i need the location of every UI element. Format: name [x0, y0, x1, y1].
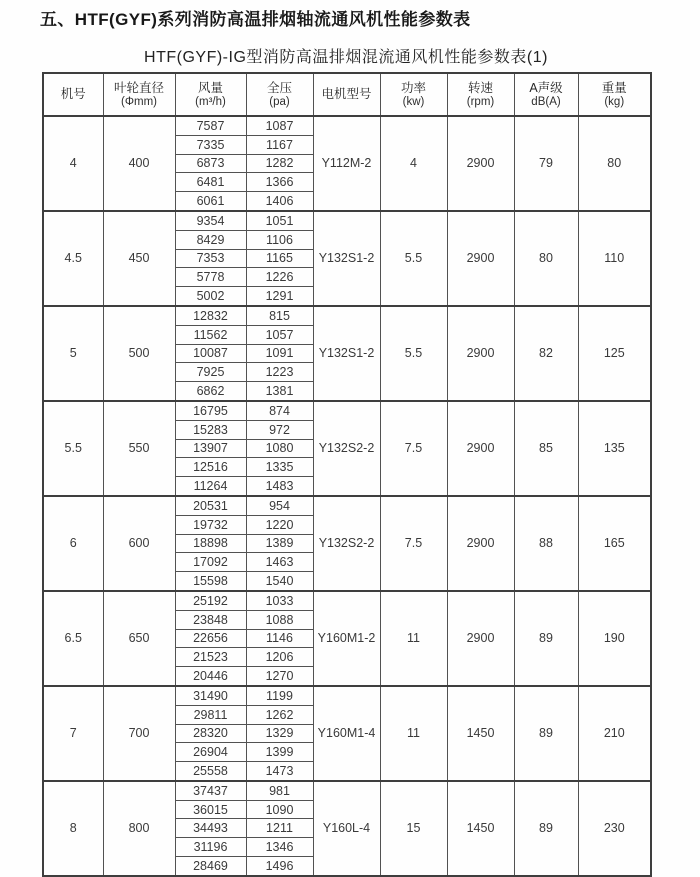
- noise-level-cell: 82: [514, 306, 578, 401]
- column-title: 转速: [467, 80, 493, 95]
- total-pressure-cell: 874: [246, 401, 313, 420]
- total-pressure-cell: 1090: [246, 800, 313, 819]
- weight-cell: 125: [578, 306, 651, 401]
- air-volume-cell: 22656: [175, 629, 246, 648]
- air-volume-cell: 11562: [175, 325, 246, 344]
- motor-model-cell: Y160L-4: [313, 781, 380, 876]
- air-volume-cell: 28469: [175, 857, 246, 876]
- machine-no-cell: 6.5: [43, 591, 103, 686]
- total-pressure-cell: 1167: [246, 135, 313, 154]
- total-pressure-cell: 1220: [246, 515, 313, 534]
- power-cell: 7.5: [380, 496, 447, 591]
- air-volume-cell: 6061: [175, 192, 246, 211]
- total-pressure-cell: 1057: [246, 325, 313, 344]
- air-volume-cell: 31196: [175, 838, 246, 857]
- column-header-power: [380, 73, 447, 116]
- air-volume-cell: 20446: [175, 667, 246, 686]
- machine-no-cell: 6: [43, 496, 103, 591]
- total-pressure-cell: 1080: [246, 439, 313, 458]
- column-header-total-pressure: [246, 73, 313, 116]
- total-pressure-cell: 1389: [246, 534, 313, 553]
- total-pressure-cell: 1473: [246, 762, 313, 781]
- total-pressure-cell: 972: [246, 420, 313, 439]
- total-pressure-cell: 1406: [246, 192, 313, 211]
- air-volume-cell: 19732: [175, 515, 246, 534]
- machine-no-cell: 5.5: [43, 401, 103, 496]
- power-cell: 11: [380, 686, 447, 781]
- fan-performance-table: [42, 72, 652, 877]
- column-header-noise-level: [514, 73, 578, 116]
- air-volume-cell: 25558: [175, 762, 246, 781]
- speed-cell: 2900: [447, 496, 514, 591]
- column-title: 风量: [197, 80, 223, 95]
- table-row: [43, 496, 651, 515]
- table-row: [43, 686, 651, 705]
- machine-no-cell: 7: [43, 686, 103, 781]
- weight-cell: 80: [578, 116, 651, 211]
- power-cell: 11: [380, 591, 447, 686]
- noise-level-cell: 80: [514, 211, 578, 306]
- air-volume-cell: 31490: [175, 686, 246, 705]
- air-volume-cell: 8429: [175, 230, 246, 249]
- total-pressure-cell: 1366: [246, 173, 313, 192]
- column-unit: (kg): [604, 95, 625, 108]
- total-pressure-cell: 1033: [246, 591, 313, 610]
- air-volume-cell: 23848: [175, 610, 246, 629]
- air-volume-cell: 9354: [175, 211, 246, 230]
- air-volume-cell: 7587: [175, 116, 246, 135]
- weight-cell: 210: [578, 686, 651, 781]
- noise-level-cell: 85: [514, 401, 578, 496]
- air-volume-cell: 20531: [175, 496, 246, 515]
- total-pressure-cell: 1270: [246, 667, 313, 686]
- total-pressure-cell: 1463: [246, 553, 313, 572]
- machine-no-cell: 8: [43, 781, 103, 876]
- total-pressure-cell: 1091: [246, 344, 313, 363]
- motor-model-cell: Y132S2-2: [313, 401, 380, 496]
- column-header-air-volume: [175, 73, 246, 116]
- total-pressure-cell: 1291: [246, 287, 313, 306]
- air-volume-cell: 5778: [175, 268, 246, 287]
- air-volume-cell: 7353: [175, 249, 246, 268]
- weight-cell: 190: [578, 591, 651, 686]
- column-header-impeller-diameter: [103, 73, 175, 116]
- air-volume-cell: 6481: [175, 173, 246, 192]
- total-pressure-cell: 1146: [246, 629, 313, 648]
- total-pressure-cell: 1087: [246, 116, 313, 135]
- air-volume-cell: 26904: [175, 743, 246, 762]
- table-caption: HTF(GYF)-IG型消防高温排烟混流通风机性能参数表(1): [144, 49, 548, 66]
- noise-level-cell: 89: [514, 781, 578, 876]
- power-cell: 15: [380, 781, 447, 876]
- motor-model-cell: Y132S2-2: [313, 496, 380, 591]
- noise-level-cell: 89: [514, 591, 578, 686]
- column-unit: (pa): [269, 95, 290, 108]
- power-cell: 7.5: [380, 401, 447, 496]
- table-row: [43, 781, 651, 800]
- power-cell: 5.5: [380, 306, 447, 401]
- total-pressure-cell: 1381: [246, 382, 313, 401]
- total-pressure-cell: 1282: [246, 154, 313, 173]
- total-pressure-cell: 1329: [246, 724, 313, 743]
- column-title: A声级: [529, 80, 563, 95]
- air-volume-cell: 16795: [175, 401, 246, 420]
- machine-no-cell: 4: [43, 116, 103, 211]
- air-volume-cell: 25192: [175, 591, 246, 610]
- page-title: 五、HTF(GYF)系列消防高温排烟轴流通风机性能参数表: [40, 10, 471, 29]
- noise-level-cell: 88: [514, 496, 578, 591]
- column-title: 叶轮直径: [113, 80, 164, 95]
- air-volume-cell: 12832: [175, 306, 246, 325]
- impeller-diameter-cell: 450: [103, 211, 175, 306]
- machine-no-cell: 4.5: [43, 211, 103, 306]
- air-volume-cell: 28320: [175, 724, 246, 743]
- total-pressure-cell: 1206: [246, 648, 313, 667]
- total-pressure-cell: 1199: [246, 686, 313, 705]
- air-volume-cell: 11264: [175, 477, 246, 496]
- total-pressure-cell: 1262: [246, 705, 313, 724]
- column-header-speed: [447, 73, 514, 116]
- impeller-diameter-cell: 650: [103, 591, 175, 686]
- column-header-machine-no: [43, 73, 103, 116]
- column-title: 电机型号: [321, 87, 372, 101]
- power-cell: 4: [380, 116, 447, 211]
- weight-cell: 110: [578, 211, 651, 306]
- total-pressure-cell: 1399: [246, 743, 313, 762]
- column-unit: (Φmm): [121, 95, 157, 108]
- air-volume-cell: 15283: [175, 420, 246, 439]
- header-row: [43, 73, 651, 116]
- total-pressure-cell: 1496: [246, 857, 313, 876]
- weight-cell: 230: [578, 781, 651, 876]
- total-pressure-cell: 1346: [246, 838, 313, 857]
- total-pressure-cell: 981: [246, 781, 313, 800]
- machine-no-cell: 5: [43, 306, 103, 401]
- motor-model-cell: Y160M1-4: [313, 686, 380, 781]
- total-pressure-cell: 1540: [246, 572, 313, 591]
- noise-level-cell: 89: [514, 686, 578, 781]
- column-title: 机号: [60, 87, 86, 101]
- air-volume-cell: 10087: [175, 344, 246, 363]
- total-pressure-cell: 1223: [246, 363, 313, 382]
- impeller-diameter-cell: 400: [103, 116, 175, 211]
- speed-cell: 2900: [447, 211, 514, 306]
- air-volume-cell: 12516: [175, 458, 246, 477]
- total-pressure-cell: 1051: [246, 211, 313, 230]
- impeller-diameter-cell: 800: [103, 781, 175, 876]
- column-unit: (m³/h): [195, 95, 226, 108]
- total-pressure-cell: 1226: [246, 268, 313, 287]
- total-pressure-cell: 1211: [246, 819, 313, 838]
- speed-cell: 1450: [447, 781, 514, 876]
- impeller-diameter-cell: 700: [103, 686, 175, 781]
- weight-cell: 135: [578, 401, 651, 496]
- column-header-motor-model: [313, 73, 380, 116]
- table-row: [43, 211, 651, 230]
- air-volume-cell: 7925: [175, 363, 246, 382]
- air-volume-cell: 34493: [175, 819, 246, 838]
- column-title: 全压: [266, 80, 292, 95]
- speed-cell: 2900: [447, 401, 514, 496]
- impeller-diameter-cell: 500: [103, 306, 175, 401]
- air-volume-cell: 37437: [175, 781, 246, 800]
- air-volume-cell: 21523: [175, 648, 246, 667]
- speed-cell: 2900: [447, 306, 514, 401]
- table-row: [43, 401, 651, 420]
- column-unit: dB(A): [531, 95, 561, 108]
- total-pressure-cell: 954: [246, 496, 313, 515]
- power-cell: 5.5: [380, 211, 447, 306]
- total-pressure-cell: 1483: [246, 477, 313, 496]
- total-pressure-cell: 1088: [246, 610, 313, 629]
- speed-cell: 1450: [447, 686, 514, 781]
- impeller-diameter-cell: 600: [103, 496, 175, 591]
- table-row: [43, 116, 651, 135]
- column-title: 重量: [601, 80, 627, 95]
- air-volume-cell: 36015: [175, 800, 246, 819]
- weight-cell: 165: [578, 496, 651, 591]
- air-volume-cell: 13907: [175, 439, 246, 458]
- column-unit: (kw): [402, 95, 425, 108]
- motor-model-cell: Y160M1-2: [313, 591, 380, 686]
- total-pressure-cell: 1335: [246, 458, 313, 477]
- column-title: 功率: [400, 80, 426, 95]
- speed-cell: 2900: [447, 116, 514, 211]
- air-volume-cell: 17092: [175, 553, 246, 572]
- air-volume-cell: 5002: [175, 287, 246, 306]
- total-pressure-cell: 1106: [246, 230, 313, 249]
- air-volume-cell: 15598: [175, 572, 246, 591]
- motor-model-cell: Y132S1-2: [313, 211, 380, 306]
- air-volume-cell: 18898: [175, 534, 246, 553]
- column-header-weight: [578, 73, 651, 116]
- air-volume-cell: 29811: [175, 705, 246, 724]
- motor-model-cell: Y132S1-2: [313, 306, 380, 401]
- speed-cell: 2900: [447, 591, 514, 686]
- motor-model-cell: Y112M-2: [313, 116, 380, 211]
- total-pressure-cell: 815: [246, 306, 313, 325]
- table-row: [43, 306, 651, 325]
- total-pressure-cell: 1165: [246, 249, 313, 268]
- column-unit: (rpm): [466, 95, 495, 108]
- table-row: [43, 591, 651, 610]
- air-volume-cell: 6862: [175, 382, 246, 401]
- air-volume-cell: 7335: [175, 135, 246, 154]
- impeller-diameter-cell: 550: [103, 401, 175, 496]
- noise-level-cell: 79: [514, 116, 578, 211]
- air-volume-cell: 6873: [175, 154, 246, 173]
